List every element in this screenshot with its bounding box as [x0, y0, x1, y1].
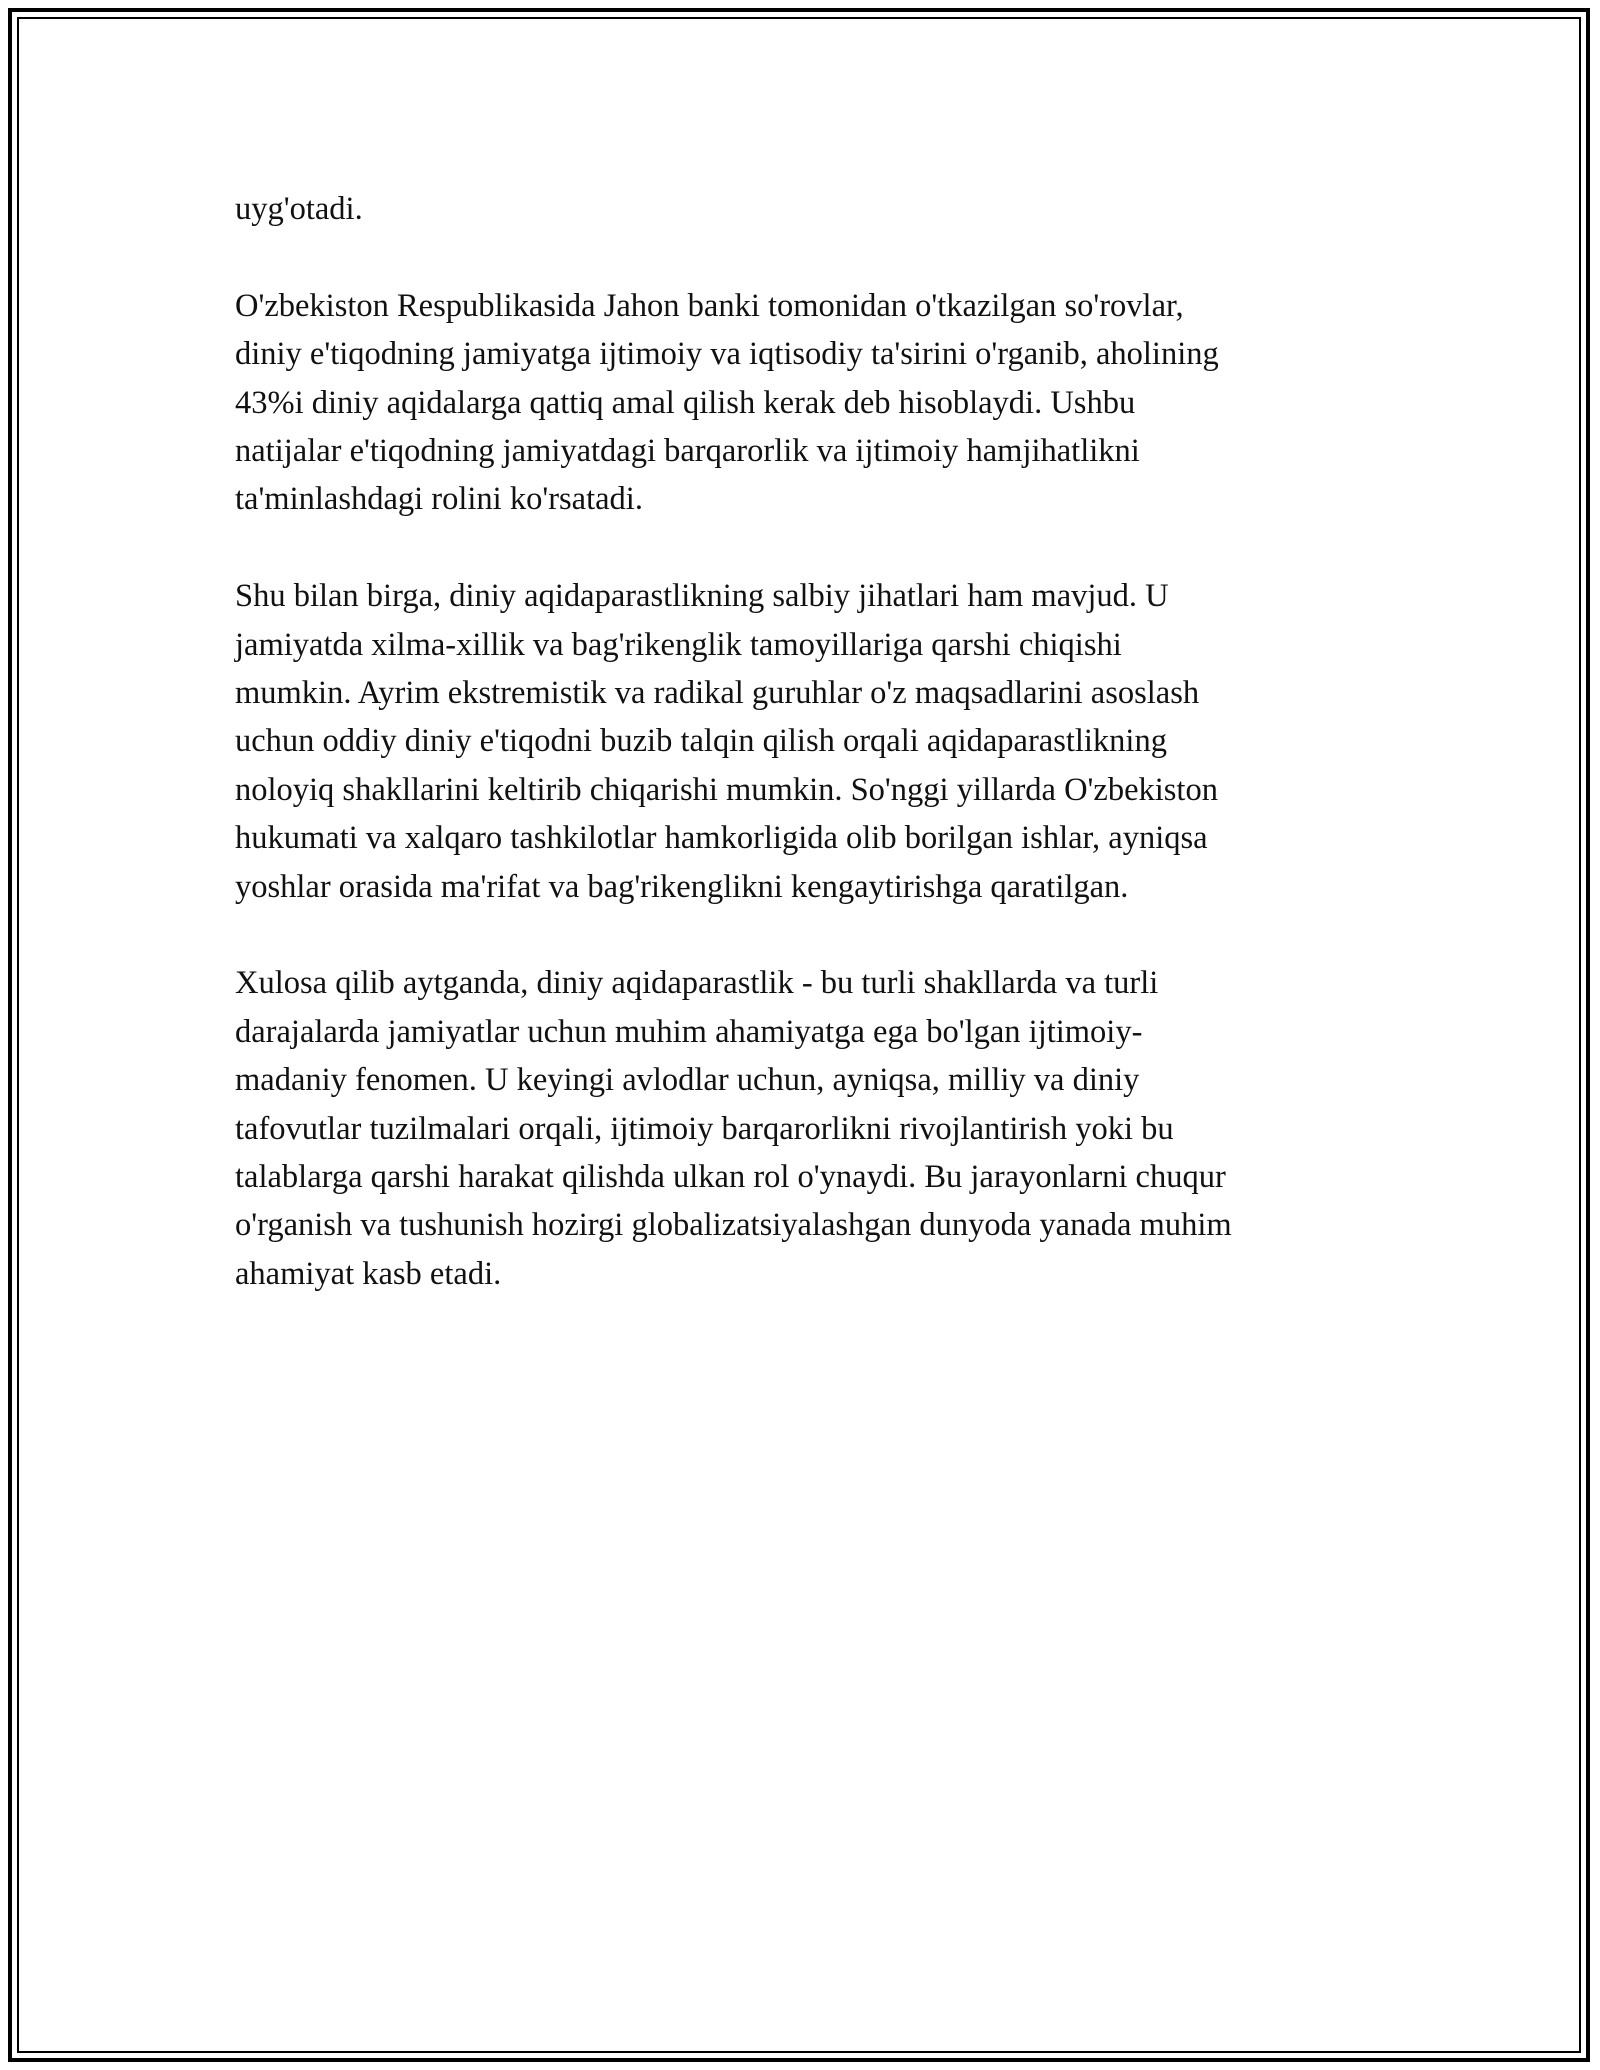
paragraph-continuation: uyg'otadi. [235, 191, 363, 227]
paragraph-survey: O'zbekiston Respublikasida Jahon banki tomonidan o'tkazilgan so'rovlar, diniy e'tiqodning jamiyatga ijtimoiy va iqtisodiy ta'sirini o'rganib, aholining 43%i diniy aqidalarga qattiq amal qilish kerak deb hisoblaydi. Ushbu natijalar e'tiqodning jamiyatdagi barqarorlik va ijtimoiy hamjihatlikni ta'minlashdagi rolini ko'rsatadi. [235, 287, 1219, 518]
paragraph-negative-aspects: Shu bilan birga, diniy aqidaparastlikning salbiy jihatlari ham mavjud. U jamiyatda xilma-xillik va bag'rikenglik tamoyillariga qarshi chiqishi mumkin. Ayrim ekstremistik va radikal guruhlar o'z maqsadlarini asoslash uchun oddiy diniy e'tiqodni buzib talqin qilish orqali aqidaparastlikning noloyiq shakllarini keltirib chiqarishi mumkin. So'nggi yillarda O'zbekiston hukumati va xalqaro tashkilotlar hamkorligida olib borilgan ishlar, ayniqsa yoshlar orasida ma'rifat va bag'rikenglikni kengaytirishga qaratilgan. [235, 578, 1218, 905]
paragraph-conclusion: Xulosa qilib aytganda, diniy aqidaparastlik - bu turli shakllarda va turli darajalarda jamiyatlar uchun muhim ahamiyatga ega bo'lgan ijtimoiy- madaniy fenomen. U keyingi avlodlar uchun, ayniqsa, milliy va diniy tafovutlar tuzilmalari orqali, ijtimoiy barqarorlikni rivojlantirish yoki bu talablarga qarshi harakat qilishda ulkan rol o'ynaydi. Bu jarayonlarni chuqur o'rganish va tushunish hozirgi globalizatsiyalashgan dunyoda yanada muhim ahamiyat kasb etadi. [235, 965, 1232, 1292]
document-body [235, 185, 1380, 1347]
